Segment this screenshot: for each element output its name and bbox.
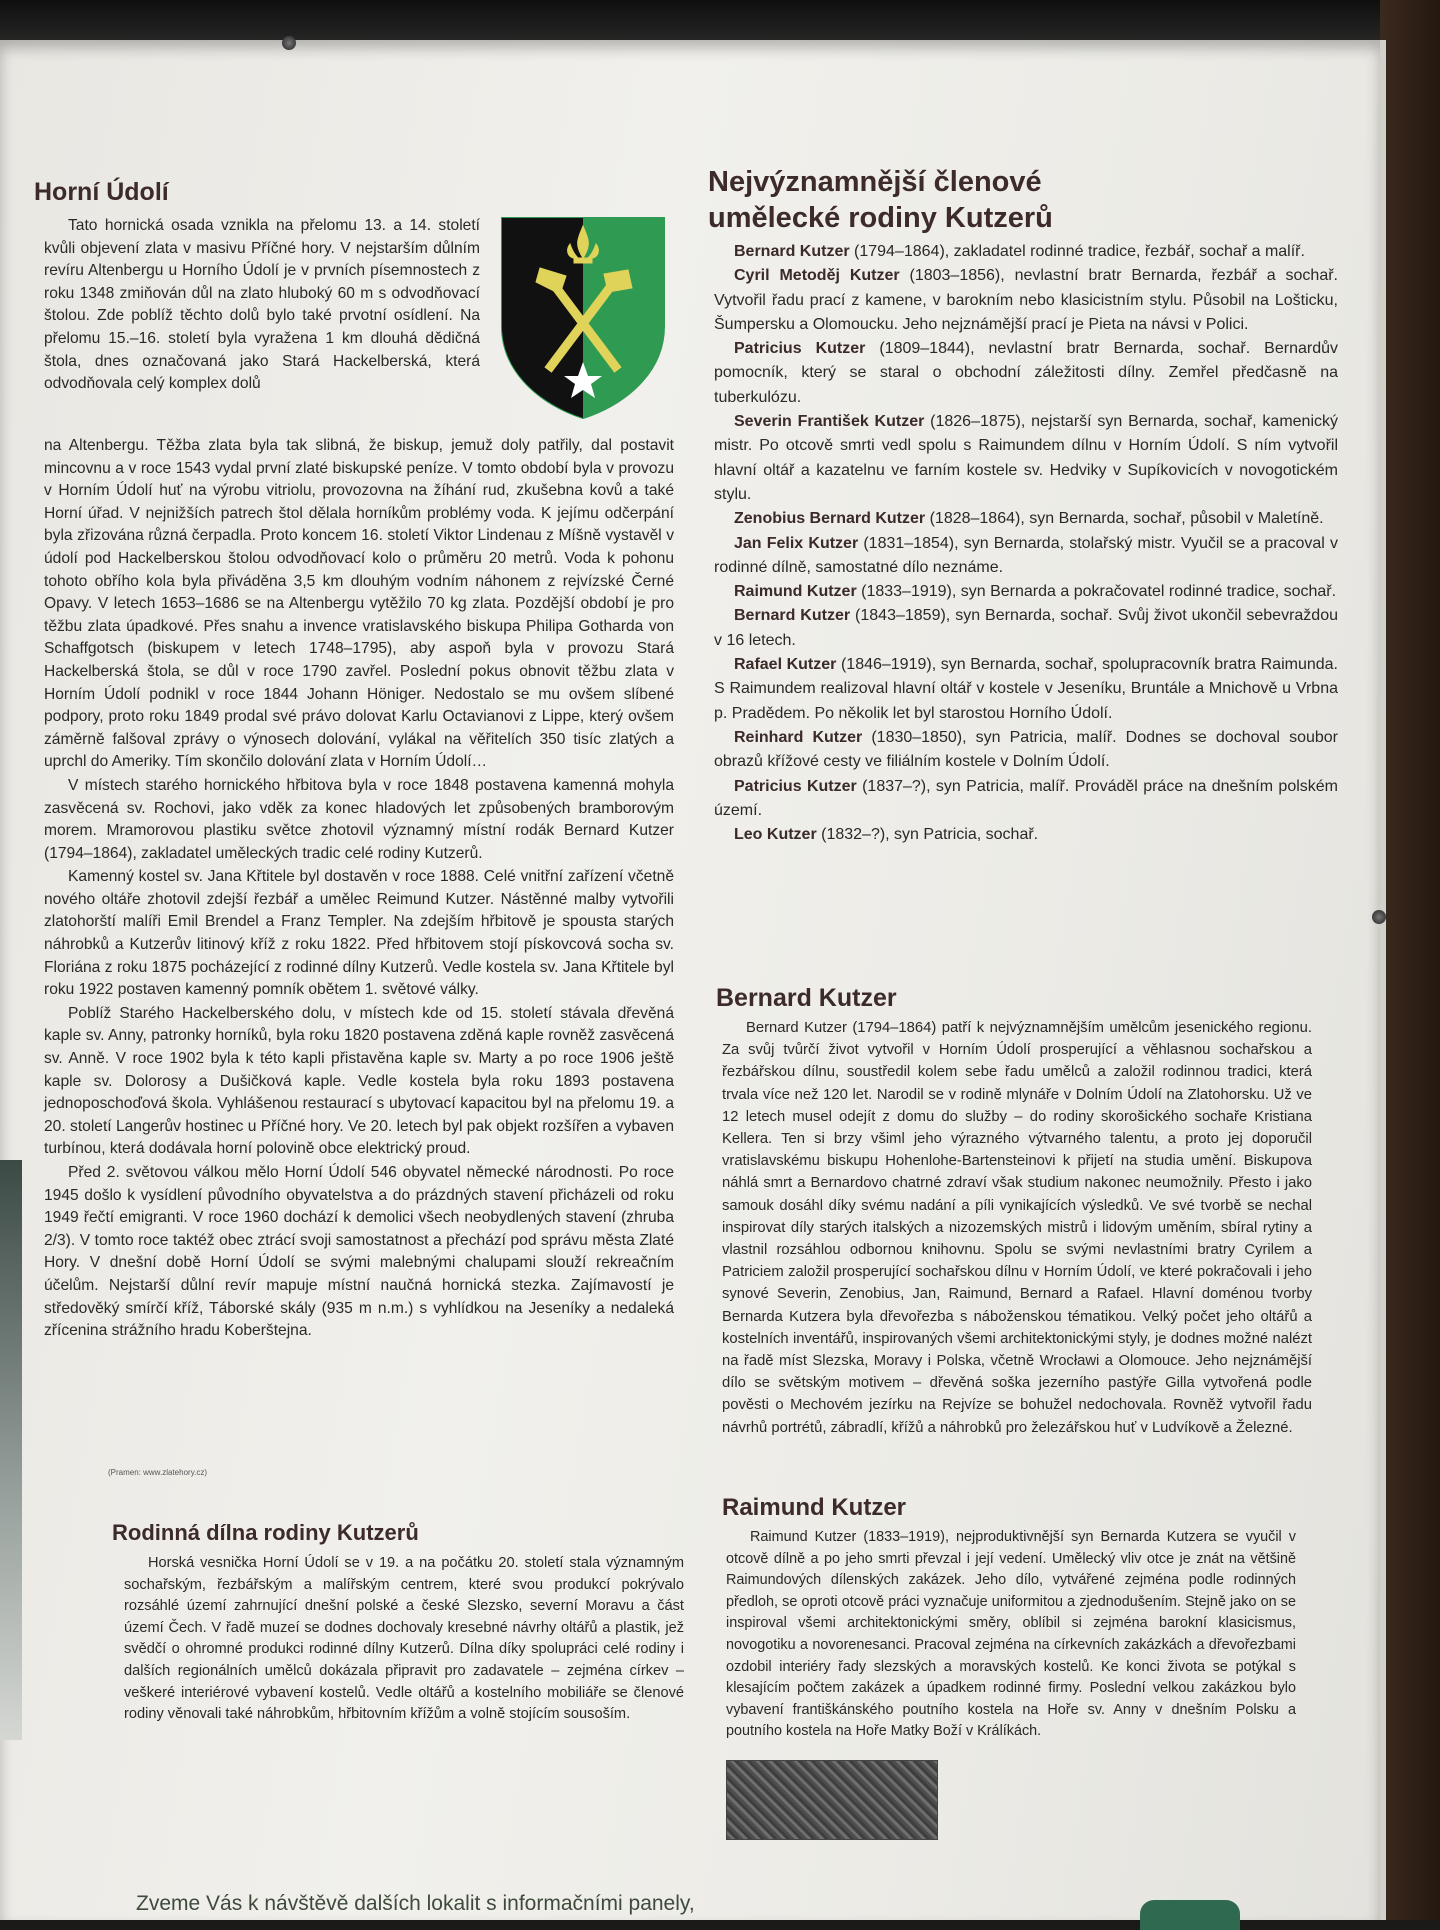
list-item: Bernard Kutzer (1843–1859), syn Bernarda, sochař. Svůj život ukončil sebevraždou v 16 letech. xyxy=(714,607,1339,649)
section-title-dilna: Rodinná dílna rodiny Kutzerů xyxy=(112,1520,419,1545)
bolt-icon xyxy=(282,36,296,50)
list-item: Zenobius Bernard Kutzer (1828–1864), syn Bernarda, sochař, působil v Maletíně. xyxy=(734,510,1324,528)
wooden-post xyxy=(1380,0,1440,1920)
section-title-members: Nejvýznamnější členové umělecké rodiny Kutzerů xyxy=(708,166,1053,234)
dilna-text: Horská vesnička Horní Údolí se v 19. a na počátku 20. století stala významným sochařským, řezbářským a malířským centrem, které svou produkcí pokrývalo rozsáhlé území zahrnující dnešní polské a české Slezsko, severní Moravu a část území Čech. V řadě muzeí se dodnes dochovaly kresebné návrhy oltářů a plastik, jež svědčí o ohromné produkci rodinné dílny Kutzerů. Dílna díky spolupráci celé rodiny i dalších regionálních umělců dokázala připravit pro zadavatele – zejména církev – veškeré interiérové vybavení kostelů. Vedle oltářů a kostelního mobiliáře se členové rodiny věnovali také náhrobkům, hřbitovním křížům a volně stojícím sousoším. xyxy=(124,1555,684,1723)
coat-of-arms-icon xyxy=(500,216,666,420)
footer-invitation: Zveme Vás k návštěvě dalších lokalit s informačními panely, xyxy=(136,1892,695,1915)
list-item: Raimund Kutzer (1833–1919), syn Bernarda a pokračovatel rodinné tradice, sochař. xyxy=(734,583,1337,601)
list-item: Severin František Kutzer (1826–1875), nejstarší syn Bernarda, sochař, kamenický mistr. Po otcově smrti vedl spolu s Raimundem dílnu v Horním Údolí. S ním vytvořil hlavní oltář a kazatelnu ve farním kostele sv. Hedviky v Supíkovicích v novogotickém stylu. xyxy=(714,413,1339,503)
photo-edge xyxy=(0,1160,22,1740)
list-item: Rafael Kutzer (1846–1919), syn Bernarda, sochař, spolupracovník bratra Raimunda. S Raimundem realizoval hlavní oltář v kostele v Jeseníku, Bruntále a Mnichově u Vrbna p. Pradědem. Po několik let byl starostou Horního Údolí. xyxy=(714,656,1339,722)
intro-text: Tato hornická osada vznikla na přelomu 13. a 14. století kvůli objevení zlata v masivu Příčné hory. V nejstarším důlním revíru Altenbergu u Horního Údolí je v prvních písemnostech z roku 1348 zmiňován důl na zlato hluboký 60 m s odvodňovací štolou. Zde poblíž těchto dolů bylo také prvotní osídlení. Na přelomu 15.–16. století byla vyražena 1 km dlouhá dědičná štola, dnes označovaná jako Stará Hackelberská, která odvodňovala celý komplex dolů xyxy=(44,217,480,393)
list-item: Reinhard Kutzer (1830–1850), syn Patricia, malíř. Dodnes se dochoval soubor obrazů křížové cesty ve filiálním kostele v Dolním Údolí. xyxy=(714,728,1338,771)
list-item: Cyril Metoděj Kutzer (1803–1856), nevlastní bratr Bernarda, řezbář a sochař. Vytvořil řadu prací z kamene, v barokním nebo klasicistním stylu. Působil na Lošticku, Šumpersku a Olomoucku. Jeho nejznámější prací je Pieta na návsi v Polici. xyxy=(714,267,1338,333)
list-item: Patricius Kutzer (1809–1844), nevlastní bratr Bernarda, sochař. Bernardův pomocník, který se staral o obchodní záležitosti dílny. Zemřel předčasně na tuberkulózu. xyxy=(714,340,1338,406)
list-item: Bernard Kutzer (1794–1864), zakladatel rodinné tradice, řezbář, sochař a malíř. xyxy=(734,243,1305,260)
bolt-icon xyxy=(1372,910,1386,924)
section-title-raimund: Raimund Kutzer xyxy=(722,1494,907,1521)
photo-thumbnail xyxy=(726,1760,938,1840)
horni-udoli-history: na Altenbergu. Těžba zlata byla tak slibná, že biskup, jemuž doly patřily, dal postavit mincovnu a v roce 1543 vydal první zlaté biskupské peníze. V tomto období byla v provozu v Horním Údolí huť na výrobu vitriolu, provozovna na žíhání rud, zkušebna kovů a také Horní úřad. V nejnižších patrech štol dělala horníkům problémy voda. K jejímu odčerpání byla zřizována různá čerpadla. Proto koncem 16. století Viktor Lindenau z Míšně vystavěl v údolí pod Hackelberskou štolou odvodňovací kolo o průměru 20 metrů. Voda k pohonu tohoto obřího kola byla přiváděna 3,5 km dlouhým vodním náhonem z rejvízské Černé Opavy. V letech 1653–1686 se na Altenbergu vytěžilo 70 kg zlata. Pozdější období je pro těžbu zlata úpadkové. Přes snahu a invence vratislavského biskupa Philipa Gotharda von Schaffgotsch (biskupem v letech 1748–1795), aby aspoň byla v provozu Stará Hackelberská štola, se důl v roce 1790 zavřel. Poslední pokus obnovit těžbu zlata v Horním Údolí podnikl v roce 1844 Johann Höniger. Nedostalo se mu ovšem slíbené podpory, proto roku 1849 prodal své právo dolovat Karlu Octavianovi z Lippe, který ovšem záměrně falšoval zprávy o výnosech dolování, vylákal na věřitelích 350 tisíc zlatých a uprchl do Ameriky. Tím skončilo dolování zlata v Horním Údolí… V místech starého hornického hřbitova byla v roce 1848 postavena kamenná mohyla zasvěcená sv. Rochovi, jako vděk za konec hladových let způsobených bramborovým morem. Mramorovou plastiku světce zhotovil významný místní rodák Bernard Kutzer (1794–1864), zakladatel uměleckých tradic celé rodiny Kutzerů. Kamenný kostel sv. Jana Křtitele byl dostavěn v roce 1888. Celé vnitřní zařízení včetně nového oltáře zhotovil zdejší řezbář a umělec Reimund Kutzer. Nástěnné malby vytvořili zlatohorští malíři Emil Brendel a Franz Templer. Na zdejším hřbitově je spousta starých náhrobků a Kutzerův litinový kříž z roku 1822. Před hřbitovem stojí pískovcová socha sv. Floriána z roku 1875 pocházející z rodinné dílny Kutzerů. Vedle kostela sv. Jana Křtitele byl roku 1922 postaven kamenný pomník obětem 1. světové války. Poblíž Starého Hackelberského dolu, v místech kde od 15. století stávala dřevěná kaple sv. Anny, patronky horníků, byla roku 1820 postavena zděná kaple rovněž zasvěcená sv. Anně. V roce 1902 byla k této kapli přistavěna kaple sv. Marty a po roce 1906 ještě kaple sv. Dolorosy a Dušičková kaple. Vedle kostela byla roku 1893 postavena jednoposchoďová škola. Vyhlášenou restaurací s ubytovací kapacitou byl na přelomu 19. a 20. století Langerův hostinec u Příčné hory. Ve 20. letech byl pak objekt rozšířen a vybaven turbínou, která dodávala horní polovině obce elektrický proud. Před 2. světovou válkou mělo Horní Údolí 546 obyvatel německé národnosti. Po roce 1945 došlo k vysídlení původního obyvatelstva a do prázdných stavení přicházeli od roku 1949 řečtí emigranti. V roce 1960 dochází k demolici všech neobydlených stavení (zhruba 2/3). V tomto roce taktéž obec ztrácí svoji samostatnost a přechází pod správu města Zlaté Hory. V dnešní době Horní Údolí se svými malebnými chalupami slouží rekreačním účelům. Nejstarší důlní revír mapuje místní naučná hornická stezka. Zajímavostí je středověký smírčí kříž, Táborské skály (935 m n.m.) s vyhlídkou na Jeseníky a nedaleká zřícenina strážního hradu Koberštejna. xyxy=(44,437,674,1340)
source-note: (Pramen: www.zlatehory.cz) xyxy=(108,1468,207,1477)
list-item: Patricius Kutzer (1837–?), syn Patricia, malíř. Prováděl práce na dnešním polském území. xyxy=(714,777,1339,819)
section-title-bernard: Bernard Kutzer xyxy=(716,984,897,1012)
logo-badge-icon xyxy=(1140,1900,1240,1930)
raimund-text: Raimund Kutzer (1833–1919), nejproduktivnější syn Bernarda Kutzera se vyučil v otcově dílně a po jeho smrti převzal i její vedení. Umělecký vliv otce je znát na většině Raimundových dílenských zakázek. Jeho dílo, vytvářené zejména podle rodinných předloh, se oproti otcově práci vyznačuje uniformitou a zjednodušením. Stejně jako on se inspiroval všemi architektonickými směry, oblíbil si zejména barokní klasicismus, novogotiku a novorenesanci. Pracoval zejména na církevních zakázkách a dřevořezbami ozdobil interiéry řady slezských a moravských kostelů. Ke konci života se potýkal s klesajícím počtem zakázek a úpadkem rodinné firmy. Poslední velkou zakázkou bylo vybavení františkánského poutního kostela na Hoře sv. Anny v dnešním Polsku a poutního kostela na Hoře Matky Boží v Králíkách. xyxy=(726,1529,1296,1740)
list-item: Jan Felix Kutzer (1831–1854), syn Bernarda, stolařský mistr. Vyučil se a pracoval v rodinné dílně, samostatné dílo neznáme. xyxy=(714,534,1338,576)
section-title-horni-udoli: Horní Údolí xyxy=(34,178,169,206)
list-item: Leo Kutzer (1832–?), syn Patricia, sochař. xyxy=(734,826,1039,844)
bernard-text: Bernard Kutzer (1794–1864) patří k nejvýznamnějším umělcům jesenického regionu. Za svůj tvůrčí život vytvořil v Horním Údolí prosperující a věhlasnou sochařskou a řezbářskou dílnu, soustředil kolem sebe řadu umělců a založil rodinnou tradici, která trvala více než 120 let. Narodil se v rodině mlynáře v Dolním Údolí na Zlatohorsku. Už ve 12 letech musel odejít z domu do služby – do rodiny skorošického sochaře Kristiana Kellera. Ten si brzy všiml jeho výrazného výtvarného talentu, a proto jej doporučil vratislavskému biskupu Hohenlohe-Bartensteinovi k přijetí na studia umění. Biskupova náhlá smrt a Bernardovo chatrné zdraví však studium nakonec neumožnily. Přesto i jako samouk dosáhl díky svému nadání a píli vynikajících výsledků. Ve své tvorbě se nechal inspirovat díly starých italských a nizozemských mistrů i lidovým uměním, sbíral rytiny a vlastnil rozsáhlou odbornou knihovnu. Spolu se svými nevlastními bratry Cyrilem a Patriciem založil prosperující sochařskou dílnu v Horním Údolí, ve které pokračovali i jeho synové Severin, Zenobius, Jan, Raimund, Bernard a Rafael. Hlavní doménou tvorby Bernarda Kutzera byla dřevořezba s náboženskou tématikou. Velký počet jeho oltářů a kostelních inventářů, inspirovaných všemi architektonickými styly, je dodnes možné nalézt na řadě míst Slezska, Moravy i Polska, včetně Wrocławi a Olomouce. Jeho nejznámější dílo se světským motivem – dřevěná soška jezerního pastýře Gilla vytvořená podle pověsti o Mechovém jezírku na Rejvíze se bohužel nedochovala. Rovněž vytvořil řadu návrhů portrétů, zábradlí, křížů a náhrobků pro železářskou huť v Ludvíkově a Železné. xyxy=(722,1020,1312,1436)
members-list xyxy=(714,240,1338,847)
